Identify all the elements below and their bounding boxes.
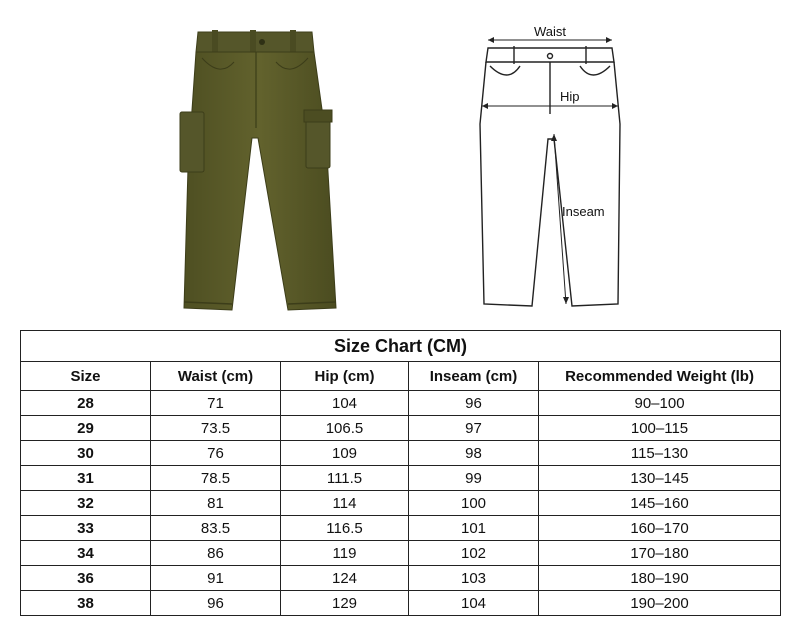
hip-cell: 129 xyxy=(281,591,409,616)
table-row xyxy=(21,416,781,441)
pants-image xyxy=(180,30,336,310)
inseam-cell: 96 xyxy=(409,391,539,416)
weight-cell: 145–160 xyxy=(539,491,781,516)
table-row xyxy=(21,491,781,516)
waist-cell: 81 xyxy=(151,491,281,516)
waist-cell: 73.5 xyxy=(151,416,281,441)
weight-cell: 180–190 xyxy=(539,566,781,591)
hip-cell: 111.5 xyxy=(281,466,409,491)
waist-measure xyxy=(488,24,612,43)
header-size: Size xyxy=(21,362,151,391)
waist-cell: 86 xyxy=(151,541,281,566)
size-cell: 36 xyxy=(21,566,151,591)
table-row xyxy=(21,516,781,541)
measurement-diagram xyxy=(450,14,650,324)
waist-cell: 71 xyxy=(151,391,281,416)
inseam-cell: 97 xyxy=(409,416,539,441)
header-waist: Waist (cm) xyxy=(151,362,281,391)
weight-cell: 100–115 xyxy=(539,416,781,441)
waist-cell: 76 xyxy=(151,441,281,466)
size-chart-table xyxy=(20,330,781,616)
inseam-cell: 100 xyxy=(409,491,539,516)
size-cell: 34 xyxy=(21,541,151,566)
inseam-cell: 99 xyxy=(409,466,539,491)
hip-cell: 116.5 xyxy=(281,516,409,541)
size-cell: 29 xyxy=(21,416,151,441)
header-row xyxy=(21,362,781,391)
hip-cell: 124 xyxy=(281,566,409,591)
inseam-label: Inseam xyxy=(562,204,605,219)
weight-cell: 115–130 xyxy=(539,441,781,466)
hip-cell: 119 xyxy=(281,541,409,566)
table-row xyxy=(21,391,781,416)
weight-cell: 130–145 xyxy=(539,466,781,491)
size-cell: 31 xyxy=(21,466,151,491)
size-cell: 30 xyxy=(21,441,151,466)
pants-outline xyxy=(480,46,620,306)
hip-cell: 109 xyxy=(281,441,409,466)
weight-cell: 190–200 xyxy=(539,591,781,616)
waist-cell: 96 xyxy=(151,591,281,616)
inseam-cell: 102 xyxy=(409,541,539,566)
size-cell: 38 xyxy=(21,591,151,616)
inseam-cell: 98 xyxy=(409,441,539,466)
hip-cell: 114 xyxy=(281,491,409,516)
hip-label: Hip xyxy=(560,89,580,104)
waist-cell: 91 xyxy=(151,566,281,591)
table-row xyxy=(21,466,781,491)
weight-cell: 160–170 xyxy=(539,516,781,541)
table-row xyxy=(21,441,781,466)
inseam-cell: 104 xyxy=(409,591,539,616)
header-inseam: Inseam (cm) xyxy=(409,362,539,391)
size-cell: 28 xyxy=(21,391,151,416)
inseam-measure xyxy=(551,134,605,304)
weight-cell: 90–100 xyxy=(539,391,781,416)
table-row xyxy=(21,566,781,591)
hip-cell: 104 xyxy=(281,391,409,416)
waist-cell: 83.5 xyxy=(151,516,281,541)
header-hip: Hip (cm) xyxy=(281,362,409,391)
waist-cell: 78.5 xyxy=(151,466,281,491)
weight-cell: 170–180 xyxy=(539,541,781,566)
size-cell: 32 xyxy=(21,491,151,516)
table-row xyxy=(21,591,781,616)
hip-cell: 106.5 xyxy=(281,416,409,441)
product-photo xyxy=(150,18,360,318)
size-cell: 33 xyxy=(21,516,151,541)
waist-label: Waist xyxy=(533,24,567,39)
table-row xyxy=(21,541,781,566)
inseam-cell: 103 xyxy=(409,566,539,591)
size-chart-title: Size Chart (CM) xyxy=(21,331,781,362)
header-weight: Recommended Weight (lb) xyxy=(539,362,781,391)
inseam-cell: 101 xyxy=(409,516,539,541)
